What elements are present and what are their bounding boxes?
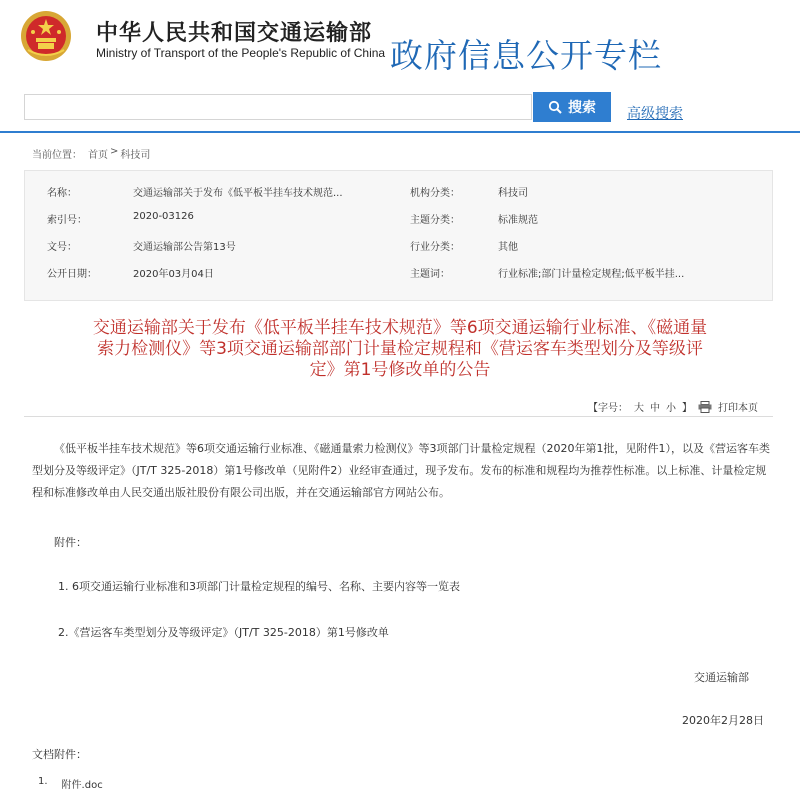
font-size-label: 【字号： [588, 403, 628, 414]
file-link-attachment[interactable]: 附件.doc [61, 780, 103, 791]
attachment-item-1: 1. 6项交通运输行业标准和3项部门计量检定规程的编号、名称、主要内容等一览表 [58, 580, 460, 593]
info-org-value: 科技司 [498, 188, 528, 199]
info-docno-label: 文号： [47, 242, 77, 253]
search-button[interactable] [533, 92, 611, 122]
search-input[interactable] [24, 94, 532, 120]
file-index: 1. [38, 776, 48, 787]
document-attachment-list [38, 776, 103, 791]
info-org-label: 机构分类： [410, 188, 460, 199]
search-icon [548, 100, 562, 114]
info-industry-label: 行业分类： [410, 242, 460, 253]
national-emblem-icon[interactable] [20, 10, 72, 62]
attachment-item-2: 2.《营运客车类型划分及等级评定》（JT/T 325-2018）第1号修改单 [58, 626, 389, 639]
tools-divider [24, 416, 773, 417]
article-title [30, 318, 770, 381]
font-size-small-button[interactable]: 小 [666, 403, 676, 414]
info-industry-value: 其他 [498, 242, 518, 253]
search-button-label: 搜索 [568, 100, 596, 116]
signature-date: 2020年2月28日 [682, 714, 764, 727]
breadcrumb [32, 146, 150, 161]
info-index-value: 2020-03126 [133, 211, 194, 222]
article-title-line: 交通运输部关于发布《低平板半挂车技术规范》等6项交通运输行业标准、《磁通量 [92, 318, 708, 338]
document-attachments-label: 文档附件： [32, 748, 87, 761]
info-name-label: 名称： [47, 188, 77, 199]
info-index-label: 索引号： [47, 215, 87, 226]
info-date-label: 公开日期： [47, 269, 97, 280]
article-tools [588, 399, 758, 414]
breadcrumb-separator: > [110, 146, 119, 157]
breadcrumb-home-link[interactable]: 首页 [88, 150, 108, 161]
document-info-box [24, 170, 773, 301]
font-size-medium-button[interactable]: 中 [650, 403, 660, 414]
site-name-cn: 中华人民共和国交通运输部 [96, 21, 373, 46]
article-paragraph: 《低平板半挂车技术规范》等6项交通运输行业标准、《磁通量索力检测仪》等3项部门计量检定规程（2020年第1批，见附件1），以及《营运客车类型划分及等级评定》（JT/T 325-2018）第1号修改单（见附件2）业经审查通过，现予发布。发布的标准和规程均为推荐性标准。以上标准、计量检定规程和标准修改单由人民交通出版社股份有限公司出版，并在交通运输部官方网站公布。 [32, 442, 770, 499]
breadcrumb-current-link[interactable]: 科技司 [120, 150, 151, 161]
info-keywords-value: 行业标准;部门计量检定规程;低平板半挂... [498, 269, 685, 280]
attachments-heading: 附件： [54, 536, 87, 549]
info-keywords-label: 主题词： [410, 269, 450, 280]
advanced-search-link[interactable]: 高级搜索 [627, 106, 683, 122]
info-date-value: 2020年03月04日 [133, 269, 214, 280]
site-name-en: Ministry of Transport of the People's Republic of China [96, 46, 386, 60]
info-topic-value: 标准规范 [498, 215, 538, 226]
info-docno-value: 交通运输部公告第13号 [133, 242, 236, 253]
font-size-close-bracket: 】 [682, 403, 692, 414]
signature: 交通运输部 [694, 671, 749, 684]
article-title-line: 定》第1号修改单的公告 [309, 360, 491, 380]
breadcrumb-prefix: 当前位置： [32, 150, 82, 161]
article-title-line: 索力检测仪》等3项交通运输部部门计量检定规程和《营运客车类型划分及等级评 [97, 339, 703, 359]
site-header [0, 0, 800, 132]
font-size-large-button[interactable]: 大 [634, 403, 644, 414]
header-divider [0, 131, 800, 133]
info-topic-label: 主题分类： [410, 215, 460, 226]
column-title: 政府信息公开专栏 [390, 36, 662, 75]
printer-icon[interactable] [698, 401, 712, 413]
print-page-link[interactable]: 打印本页 [718, 403, 758, 414]
info-name-value: 交通运输部关于发布《低平板半挂车技术规范... [133, 188, 343, 199]
